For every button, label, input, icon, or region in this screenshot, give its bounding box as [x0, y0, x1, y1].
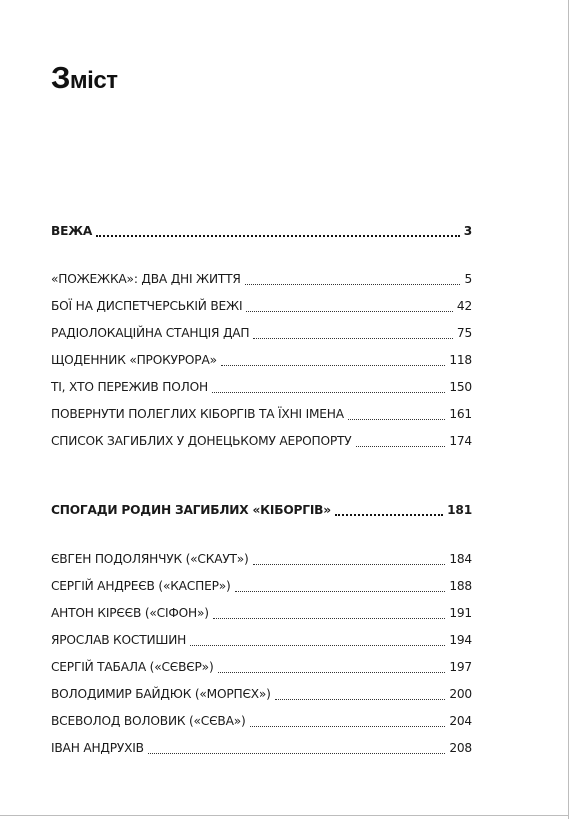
dot-leader [96, 234, 460, 237]
title-first-letter: З [51, 60, 70, 95]
toc-entry[interactable] [51, 320, 472, 347]
dot-leader [250, 725, 446, 727]
dot-leader [356, 445, 446, 447]
toc-entry[interactable] [51, 681, 472, 708]
dot-leader [253, 337, 453, 339]
toc-entry-label: СПИСОК ЗАГИБЛИХ У ДОНЕЦЬКОМУ АЕРОПОРТУ [51, 434, 352, 448]
toc-entry-page: 42 [456, 299, 472, 313]
dot-leader [253, 563, 446, 565]
dot-leader [235, 590, 446, 592]
toc-entry-page: 188 [449, 579, 472, 593]
page-title [51, 58, 117, 101]
toc-entry[interactable] [51, 735, 472, 762]
dot-leader [246, 310, 453, 312]
page-edge-bottom [0, 815, 569, 816]
toc-entry[interactable] [51, 374, 472, 401]
toc-entry[interactable] [51, 266, 472, 293]
toc-entry-label: СЕРГІЙ АНДРЕЄВ («КАСПЕР») [51, 579, 231, 593]
toc-entry-page: 174 [449, 434, 472, 448]
toc-entry[interactable] [51, 627, 472, 654]
toc-entry-label: ЄВГЕН ПОДОЛЯНЧУК («СКАУТ») [51, 552, 249, 566]
toc-entry-page: 5 [464, 272, 472, 286]
toc-entry-page: 204 [449, 714, 472, 728]
toc-section-heading[interactable] [51, 497, 472, 524]
toc-entry[interactable] [51, 347, 472, 374]
toc-section-heading[interactable] [51, 218, 472, 245]
toc-entry-label: ЩОДЕННИК «ПРОКУРОРА» [51, 353, 217, 367]
toc-entry[interactable] [51, 428, 472, 455]
toc-entry-label: ІВАН АНДРУХІВ [51, 741, 144, 755]
dot-leader [221, 364, 445, 366]
toc-section-1-heading [51, 218, 472, 245]
toc-entry-label: ВСЕВОЛОД ВОЛОВИК («СЄВА») [51, 714, 246, 728]
toc-section-1-list [51, 266, 472, 455]
toc-entry-page: 75 [456, 326, 472, 340]
dot-leader [245, 283, 461, 285]
toc-entry-page: 150 [449, 380, 472, 394]
toc-entry[interactable] [51, 654, 472, 681]
toc-section-2-list [51, 546, 472, 762]
toc-entry-label: СПОГАДИ РОДИН ЗАГИБЛИХ «КІБОРГІВ» [51, 503, 331, 517]
toc-section-2-heading [51, 497, 472, 524]
toc-entry[interactable] [51, 546, 472, 573]
toc-entry-page: 208 [449, 741, 472, 755]
dot-leader [148, 752, 445, 754]
toc-entry-page: 184 [449, 552, 472, 566]
toc-entry-label: СЕРГІЙ ТАБАЛА («СЄВЄР») [51, 660, 214, 674]
toc-entry-label: АНТОН КІРЄЄВ («СІФОН») [51, 606, 209, 620]
toc-entry[interactable] [51, 600, 472, 627]
toc-entry-page: 200 [449, 687, 472, 701]
dot-leader [190, 644, 445, 646]
toc-entry-label: БОЇ НА ДИСПЕТЧЕРСЬКІЙ ВЕЖІ [51, 299, 243, 313]
toc-entry-label: «ПОЖЕЖКА»: ДВА ДНІ ЖИТТЯ [51, 272, 241, 286]
toc-entry[interactable] [51, 573, 472, 600]
toc-entry-page: 3 [463, 224, 472, 238]
toc-entry-label: ТІ, ХТО ПЕРЕЖИВ ПОЛОН [51, 380, 208, 394]
toc-entry-label: ВЕЖА [51, 224, 93, 238]
toc-entry[interactable] [51, 293, 472, 320]
toc-entry-page: 181 [447, 503, 472, 517]
toc-entry[interactable] [51, 401, 472, 428]
page-edge-right [568, 0, 569, 819]
toc-entry-page: 194 [449, 633, 472, 647]
toc-entry-page: 118 [449, 353, 472, 367]
title-rest: міст [69, 67, 118, 94]
dot-leader [335, 513, 443, 516]
dot-leader [348, 418, 445, 420]
toc-entry-label: ПОВЕРНУТИ ПОЛЕГЛИХ КІБОРГІВ ТА ЇХНІ ІМЕНА [51, 407, 344, 421]
toc-entry-label: РАДІОЛОКАЦІЙНА СТАНЦІЯ ДАП [51, 326, 250, 340]
dot-leader [275, 698, 446, 700]
toc-entry-page: 197 [449, 660, 472, 674]
dot-leader [212, 391, 445, 393]
toc-entry[interactable] [51, 708, 472, 735]
toc-entry-label: ЯРОСЛАВ КОСТИШИН [51, 633, 187, 647]
dot-leader [218, 671, 446, 673]
toc-entry-label: ВОЛОДИМИР БАЙДЮК («МОРПЄХ») [51, 687, 271, 701]
dot-leader [213, 617, 446, 619]
toc-entry-page: 161 [449, 407, 472, 421]
toc-entry-page: 191 [449, 606, 472, 620]
